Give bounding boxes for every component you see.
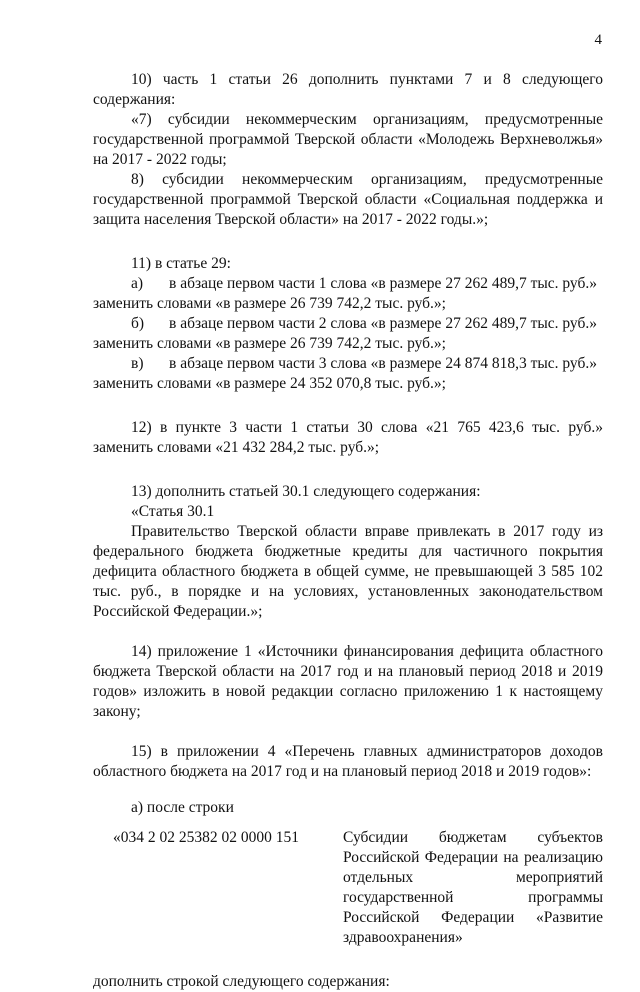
- item-11-a: [93, 274, 603, 314]
- quoted-row-code: «034 2 02 25382 02 0000 151: [113, 829, 299, 846]
- item-11-a-mark: а): [131, 275, 144, 292]
- item-11-v-mark: в): [131, 355, 144, 372]
- item-11-v-line1: в абзаце первом части 3 слова «в размере 24 874 818,3 тыс. руб.»: [169, 355, 597, 372]
- item-13-heading: 13) дополнить статьей 30.1 следующего содержания:: [131, 483, 481, 500]
- item-11-v: [93, 354, 603, 394]
- item-11-a-line1: в абзаце первом части 1 слова «в размере 27 262 489,7 тыс. руб.»: [169, 275, 597, 292]
- item-12: 12) в пункте 3 части 1 статьи 30 слова «21 765 423,6 тыс. руб.» заменить словами «21 432 284,2 тыс. руб.»;: [93, 419, 603, 456]
- item-10-point-7: «7) субсидии некоммерческим организациям, предусмотренные государственной программой Тверской области «Молодежь Верхневолжья» на 2017 - 2022 годы;: [93, 111, 603, 168]
- item-11-heading: 11) в статье 29:: [131, 255, 231, 272]
- quoted-row: [93, 828, 603, 948]
- item-13-article-title: «Статья 30.1: [131, 503, 215, 520]
- page-number: 4: [594, 32, 602, 48]
- item-11-b-line2: заменить словами «в размере 26 739 742,2 тыс. руб.»;: [93, 335, 446, 352]
- item-13-article-body: Правительство Тверской области вправе привлекать в 2017 году из федерального бюджета бюджетные кредиты для частичного покрытия дефицита областного бюджета в общей сумме, не превышающей 3 585 102 тыс. руб., в порядке и на условиях, установленных законодательством Российской Федерации.»;: [93, 523, 603, 620]
- tail-line: дополнить строкой следующего содержания:: [93, 973, 390, 990]
- item-11-a-line2: заменить словами «в размере 26 739 742,2 тыс. руб.»;: [93, 295, 446, 312]
- item-11-b-line1: в абзаце первом части 2 слова «в размере 27 262 489,7 тыс. руб.»: [169, 315, 597, 332]
- item-11-b-mark: б): [131, 315, 145, 332]
- item-15-a: а) после строки: [131, 799, 234, 816]
- item-11-v-line2: заменить словами «в размере 24 352 070,8 тыс. руб.»;: [93, 375, 446, 392]
- item-10-point-8: 8) субсидии некоммерческим организациям, предусмотренные государственной программой Тверской области «Социальная поддержка и защита населения Тверской области» на 2017 - 2022 годы.»;: [93, 171, 603, 228]
- quoted-row-text: Субсидии бюджетам субъектов Российской Федерации на реализацию отдельных мероприятий государственной программы Российской Федерации «Развитие здравоохранения»: [343, 829, 603, 946]
- item-14: 14) приложение 1 «Источники финансирования дефицита областного бюджета Тверской области на 2017 год и на плановый период 2018 и 2019 годов» изложить в новой редакции согласно приложению 1 к настоящему закону;: [93, 643, 603, 720]
- item-15: 15) в приложении 4 «Перечень главных администраторов доходов областного бюджета на 2017 год и на плановый период 2018 и 2019 годов»:: [93, 743, 603, 780]
- item-11-b: [93, 314, 603, 354]
- item-10-heading: 10) часть 1 статьи 26 дополнить пунктами 7 и 8 следующего содержания:: [93, 71, 603, 108]
- document-body: [93, 70, 603, 992]
